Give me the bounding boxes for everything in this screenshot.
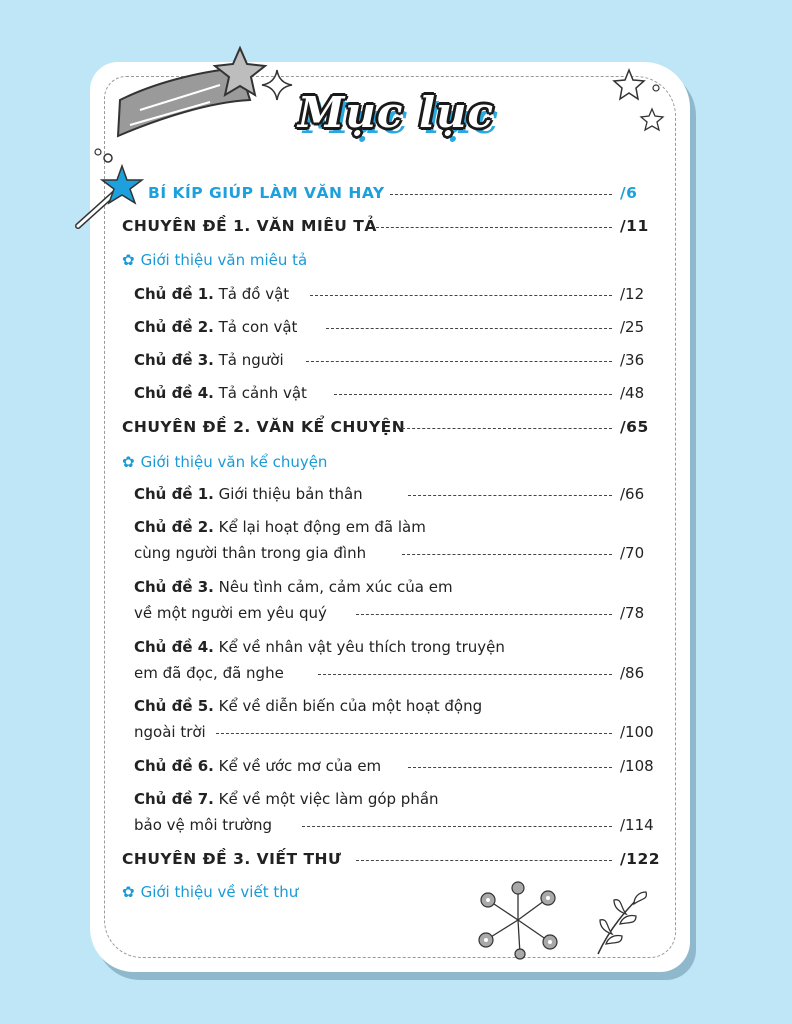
leader-dots: [356, 604, 612, 615]
toc-topic-row[interactable]: Chủ đề 2. Kể lại hoạt động em đã làm cùng người thân trong gia đình /70: [134, 518, 645, 562]
leader-dots: [408, 485, 612, 496]
leader-dots: [216, 723, 612, 734]
toc-topic-row[interactable]: Chủ đề 2. Tả con vật /25: [134, 318, 645, 336]
toc-entry-bikip[interactable]: BÍ KÍP GIÚP LÀM VĂN HAY /6: [148, 184, 638, 202]
leader-dots: [334, 384, 612, 395]
leader-dots: [310, 285, 612, 296]
leader-dots: [390, 184, 612, 195]
toc-topic-row[interactable]: Chủ đề 1. Giới thiệu bản thân /66: [134, 485, 645, 503]
leader-dots: [326, 318, 612, 329]
leader-dots: [402, 418, 612, 429]
leader-dots: [402, 544, 612, 555]
toc-topic-row[interactable]: Chủ đề 4. Kể về nhân vật yêu thích trong truyện em đã đọc, đã nghe /86: [134, 638, 645, 682]
toc-intro-mieu-ta[interactable]: ✿ Giới thiệu văn miêu tả: [122, 251, 308, 269]
floral-sprig-icon: [468, 880, 568, 960]
leader-dots: [408, 757, 612, 768]
toc-topic-row[interactable]: Chủ đề 7. Kể về một việc làm góp phần bảo vệ môi trường /114: [134, 790, 654, 834]
toc-intro-ke-chuyen[interactable]: ✿ Giới thiệu văn kể chuyện: [122, 453, 328, 471]
toc-entry-chuyen-de-3[interactable]: CHUYÊN ĐỀ 3. VIẾT THƯ /122: [122, 850, 661, 868]
flower-icon: ✿: [122, 883, 135, 901]
toc-topic-row[interactable]: Chủ đề 1. Tả đồ vật /12: [134, 285, 645, 303]
toc-topic-row[interactable]: Chủ đề 3. Tả người /36: [134, 351, 645, 369]
toc-topic-row[interactable]: Chủ đề 5. Kể về diễn biến của một hoạt động ngoài trời /100: [134, 697, 654, 741]
toc-topic-row[interactable]: Chủ đề 4. Tả cảnh vật /48: [134, 384, 645, 402]
toc-topic-row[interactable]: Chủ đề 3. Nêu tình cảm, cảm xúc của em về một người em yêu quý /78: [134, 578, 645, 622]
leader-dots: [302, 816, 612, 827]
leader-dots: [318, 664, 612, 675]
page-title: Mục lục: [297, 88, 495, 137]
leader-dots: [356, 850, 612, 861]
toc-entry-chuyen-de-1[interactable]: CHUYÊN ĐỀ 1. VĂN MIÊU TẢ /11: [122, 217, 649, 235]
flower-icon: ✿: [122, 453, 135, 471]
flower-icon: ✿: [122, 251, 135, 269]
toc-topic-row[interactable]: Chủ đề 6. Kể về ước mơ của em /108: [134, 757, 654, 775]
leader-dots: [376, 217, 612, 228]
leader-dots: [306, 351, 612, 362]
toc-intro-viet-thu[interactable]: ✿ Giới thiệu về viết thư: [122, 883, 299, 901]
leaf-branch-icon: [590, 888, 650, 958]
toc-entry-chuyen-de-2[interactable]: CHUYÊN ĐỀ 2. VĂN KỂ CHUYỆN /65: [122, 418, 649, 436]
